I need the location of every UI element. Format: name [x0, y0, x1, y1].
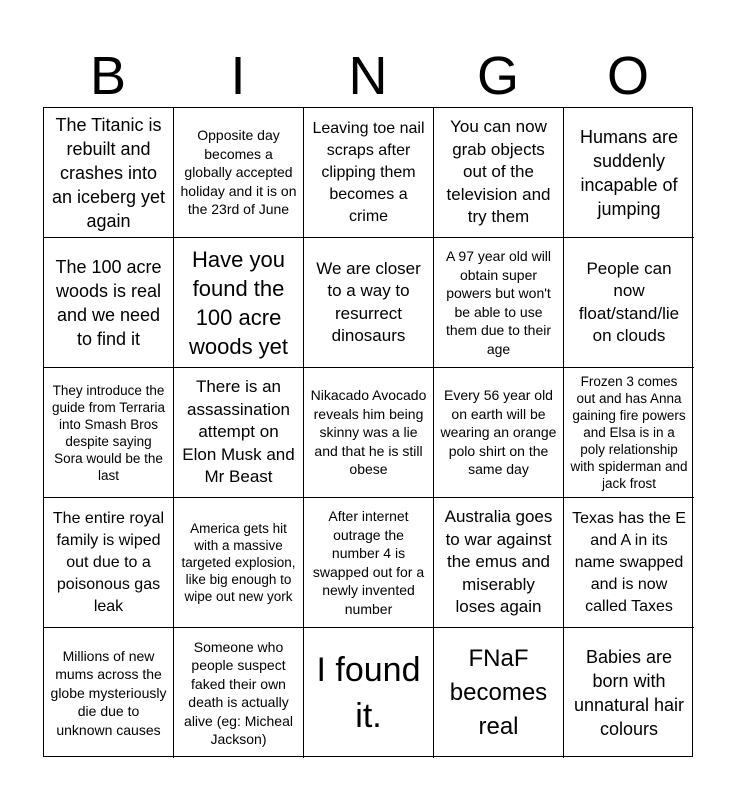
bingo-cell[interactable]: [304, 108, 434, 238]
bingo-cell[interactable]: [434, 238, 564, 368]
bingo-cell[interactable]: [44, 238, 174, 368]
bingo-cell-text: I found it.: [316, 651, 421, 735]
bingo-cell[interactable]: [44, 108, 174, 238]
bingo-cell-text: The entire royal family is wiped out due to a poisonous gas leak: [52, 509, 165, 615]
bingo-cell-text: Leaving toe nail scraps after clipping them becomes a crime: [312, 119, 425, 225]
bingo-cell[interactable]: [174, 628, 304, 758]
bingo-cell-text: Frozen 3 comes out and has Anna gaining fire powers and Elsa is in a poly relationship with spiderman and jack frost: [570, 374, 688, 491]
bingo-cell[interactable]: [44, 498, 174, 628]
bingo-cell-text: People can now float/stand/lie on clouds: [578, 258, 680, 345]
header-letter-b: B: [89, 46, 127, 106]
bingo-cell[interactable]: [44, 628, 174, 758]
bingo-cell[interactable]: [434, 628, 564, 758]
bingo-cell-text: America gets hit with a massive targeted explosion, like big enough to wipe out new york: [181, 521, 296, 604]
bingo-cell-text: Humans are suddenly incapable of jumping: [579, 126, 679, 219]
bingo-cell[interactable]: [304, 238, 434, 368]
bingo-cell-text: The Titanic is rebuilt and crashes into an iceberg yet again: [51, 114, 166, 231]
bingo-cell-text: Have you found the 100 acre woods yet: [188, 246, 289, 359]
bingo-cell[interactable]: [434, 108, 564, 238]
bingo-cell-text: Millions of new mums across the globe mysteriously die due to unknown causes: [50, 647, 167, 738]
bingo-cell[interactable]: [564, 628, 694, 758]
bingo-cell-text: Texas has the E and A in its name swapped and is now called Taxes: [572, 509, 686, 615]
bingo-cell-text: Every 56 year old on earth will be wearing an orange polo shirt on the same day: [440, 387, 557, 478]
bingo-cell[interactable]: [434, 368, 564, 498]
bingo-grid: [43, 107, 693, 757]
bingo-cell-text: You can now grab objects out of the television and try them: [446, 117, 551, 227]
header-letter-i: I: [230, 46, 246, 106]
bingo-header: [43, 46, 693, 106]
header-letter-g: G: [476, 46, 519, 106]
bingo-cell-text: A 97 year old will obtain super powers but won't be able to use them due to their age: [445, 248, 552, 357]
header-letter-n: N: [348, 46, 388, 106]
bingo-cell[interactable]: [174, 498, 304, 628]
bingo-cell-text: Babies are born with unnatural hair colours: [573, 647, 685, 739]
bingo-cell[interactable]: [434, 498, 564, 628]
bingo-cell-text: Australia goes to war against the emus and miserably loses again: [444, 507, 553, 617]
bingo-cell-text: We are closer to a way to resurrect dinosaurs: [316, 258, 421, 345]
bingo-cell[interactable]: [174, 368, 304, 498]
header-letter-o: O: [606, 46, 649, 106]
bingo-cell[interactable]: [564, 108, 694, 238]
bingo-cell[interactable]: [304, 368, 434, 498]
bingo-cell-text: FNaF becomes real: [449, 645, 548, 740]
bingo-cell-text: Opposite day becomes a globally accepted holiday and it is on the 23rd of June: [180, 127, 297, 218]
bingo-cell-text: The 100 acre woods is real and we need to find it: [55, 256, 162, 349]
bingo-cell[interactable]: [564, 368, 694, 498]
bingo-cell-text: After internet outrage the number 4 is swapped out for a newly invented number: [312, 508, 425, 617]
bingo-cell-text: Nikacado Avocado reveals him being skinny was a lie and that he is still obese: [310, 387, 427, 478]
bingo-cell[interactable]: [304, 628, 434, 758]
bingo-cell[interactable]: [564, 238, 694, 368]
bingo-cell-text: There is an assassination attempt on Elon Musk and Mr Beast: [182, 377, 295, 487]
bingo-cell-text: Someone who people suspect faked their own death is actually alive (eg: Micheal Jackson): [184, 638, 293, 747]
bingo-cell-text: They introduce the guide from Terraria into Smash Bros despite saying Sora would be the last: [51, 382, 166, 483]
bingo-cell[interactable]: [174, 238, 304, 368]
bingo-cell[interactable]: [564, 498, 694, 628]
bingo-cell[interactable]: [174, 108, 304, 238]
bingo-cell[interactable]: [304, 498, 434, 628]
bingo-cell[interactable]: [44, 368, 174, 498]
